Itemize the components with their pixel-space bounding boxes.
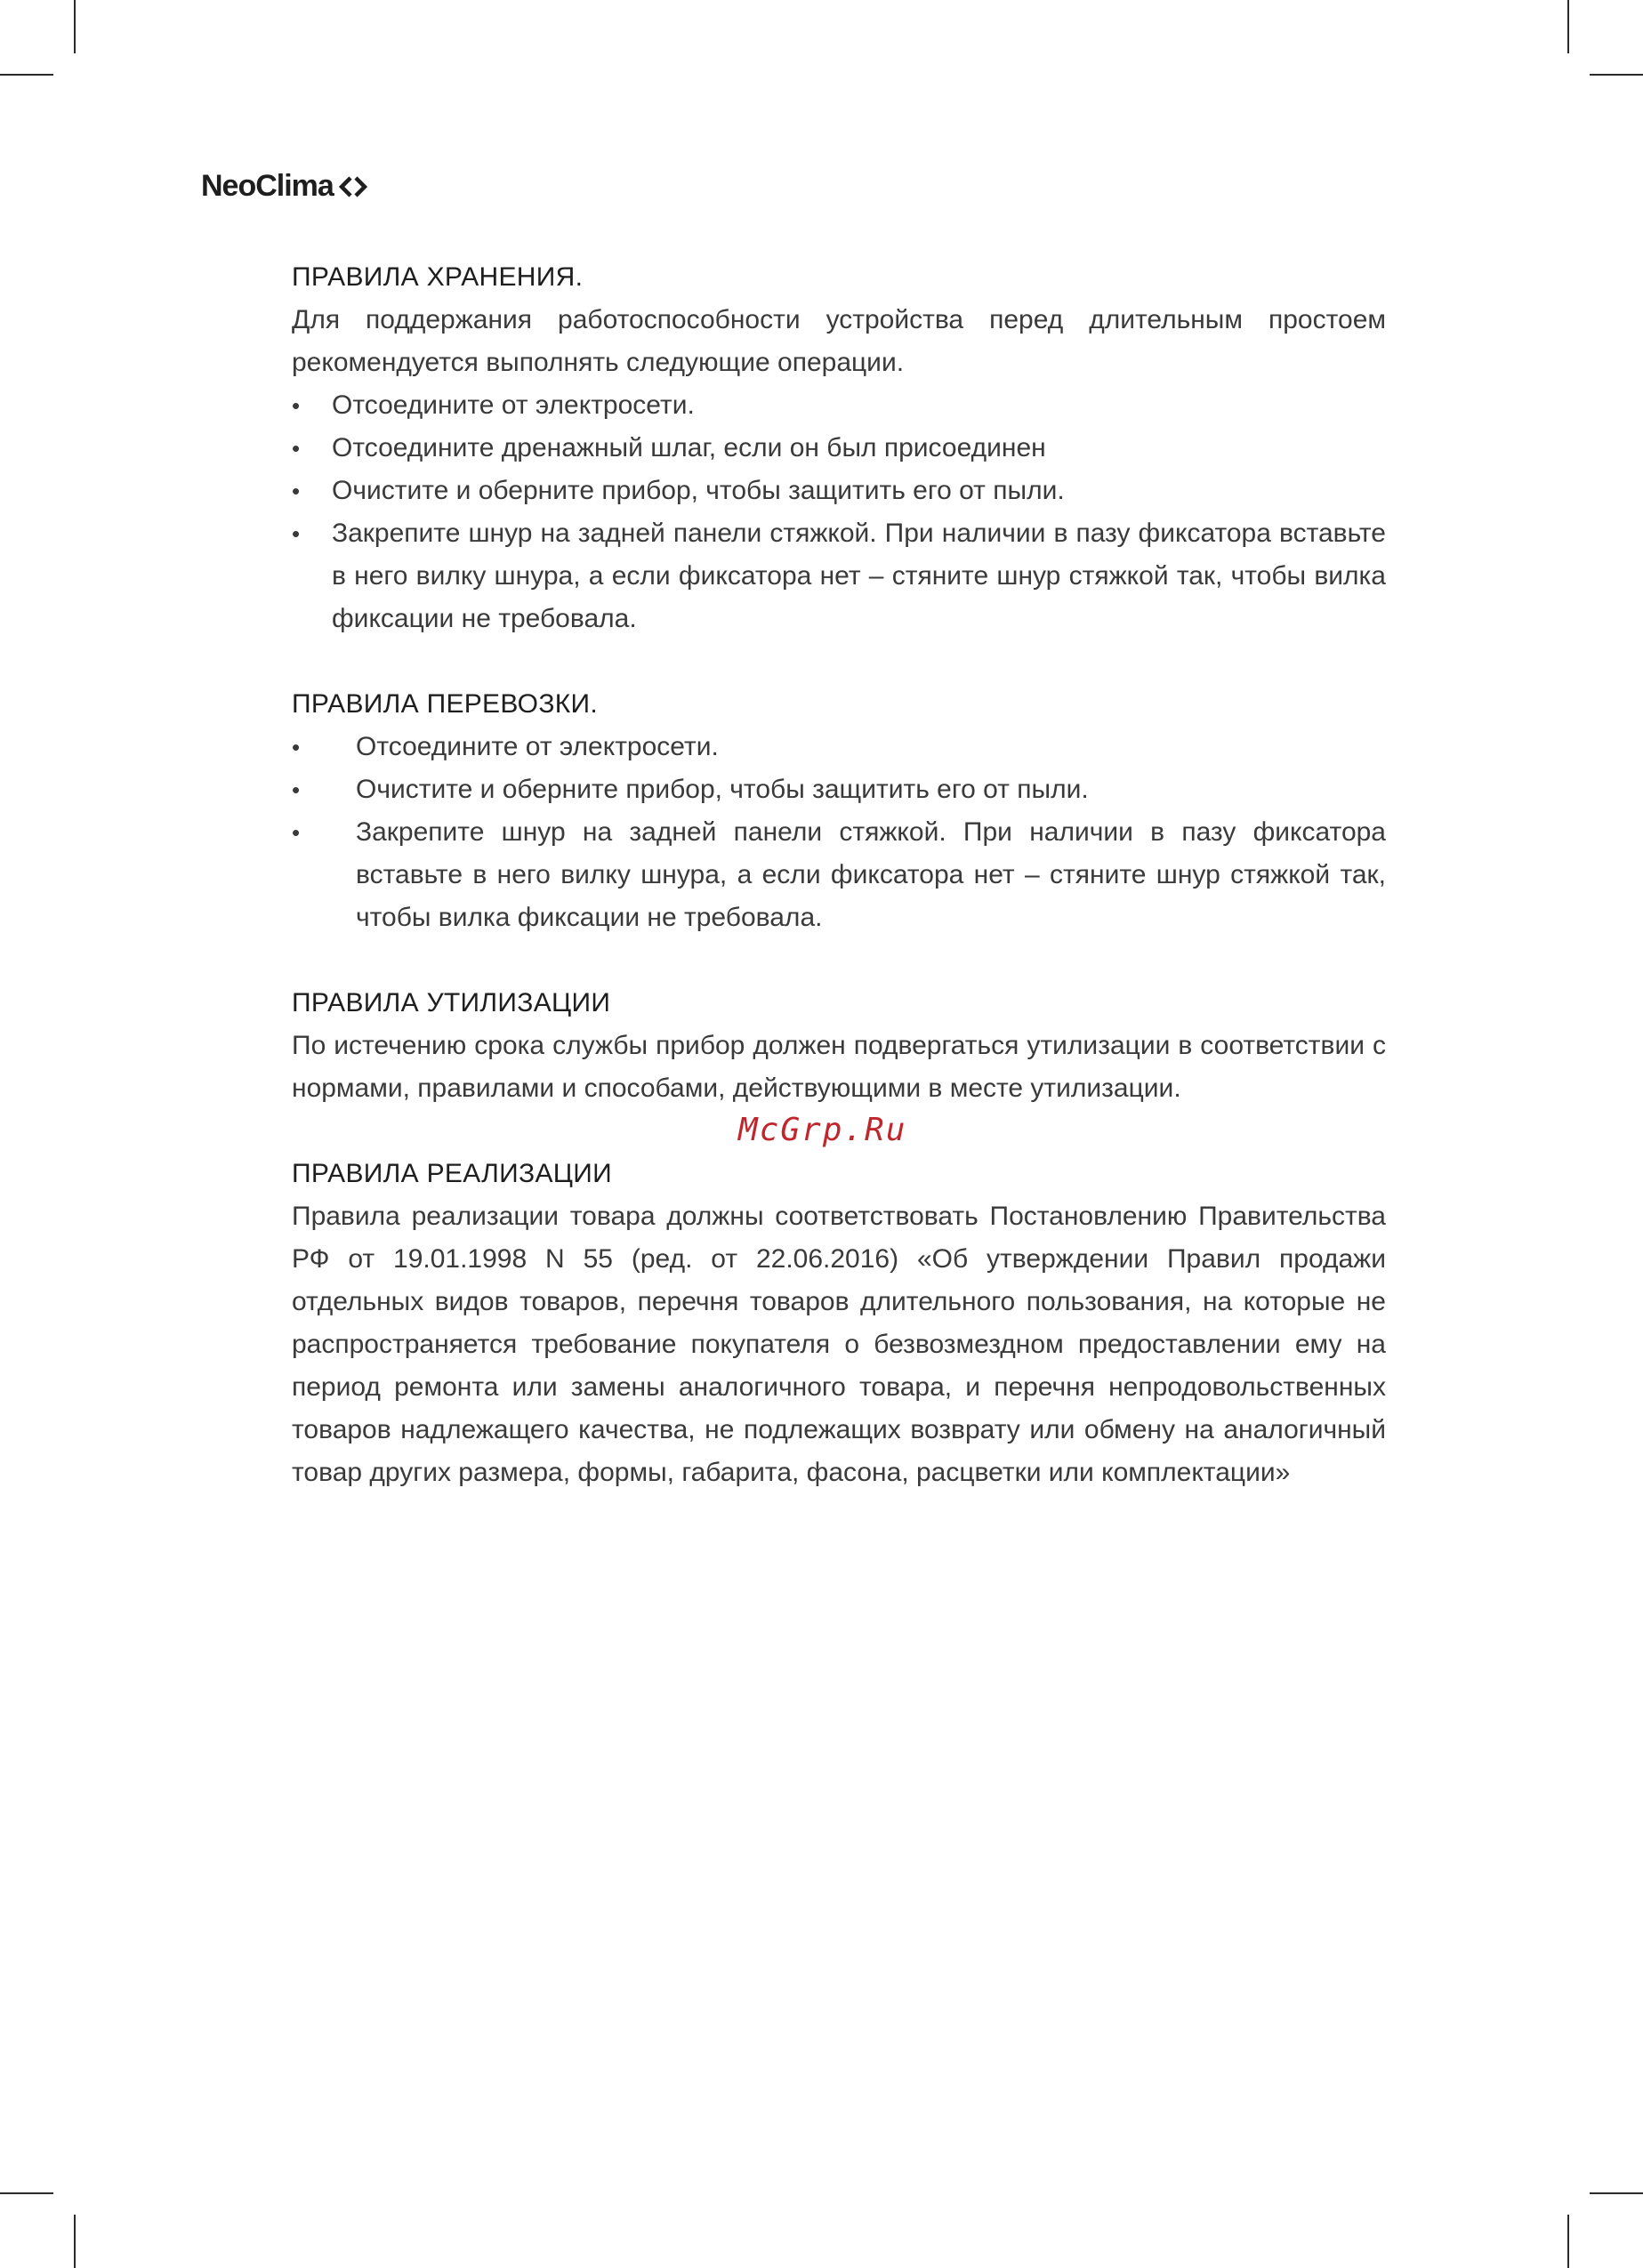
transport-list (292, 726, 1386, 939)
list-item: • Очистите и оберните прибор, чтобы защитить его от пыли. (292, 768, 1386, 811)
disposal-section (292, 982, 1386, 1110)
list-item: • Очистите и оберните прибор, чтобы защитить его от пыли. (292, 470, 1386, 512)
list-item: • Закрепите шнур на задней панели стяжкой. При наличии в пазу фиксатора вставьте в него вилку шнура, а если фиксатора нет – стяните шнур стяжкой так, чтобы вилка фиксации не требовала. (292, 512, 1386, 640)
brand-logo (201, 169, 367, 204)
bullet-icon: • (292, 734, 301, 760)
storage-section (292, 256, 1386, 640)
crop-mark (1567, 2215, 1569, 2268)
crop-mark (1590, 2192, 1643, 2194)
transport-heading: ПРАВИЛА ПЕРЕВОЗКИ. (292, 689, 599, 719)
storage-list (292, 384, 1386, 640)
bullet-icon: • (292, 435, 301, 462)
list-item: • Отсоедините от электросети. (292, 726, 1386, 768)
sales-section (292, 1153, 1386, 1494)
bullet-icon: • (292, 819, 301, 846)
disposal-heading: ПРАВИЛА УТИЛИЗАЦИИ (292, 988, 611, 1017)
list-item: • Закрепите шнур на задней панели стяжкой. При наличии в пазу фиксатора вставьте в него вилку шнура, а если фиксатора нет – стяните шнур стяжкой так, чтобы вилка фиксации не требовала. (292, 811, 1386, 939)
crop-mark (1590, 74, 1643, 76)
crop-mark (1567, 0, 1569, 53)
watermark: McGrp.Ru (738, 1112, 907, 1148)
crop-mark (74, 2215, 76, 2268)
disposal-text: По истечению срока службы прибор должен подвергаться утилизации в соответствии с нормами, правилами и способами, действующими в месте утилизации. (292, 1031, 1386, 1103)
storage-intro: Для поддержания работоспособности устройства перед длительным простоем рекомендуется выполнять следующие операции. (292, 305, 1386, 377)
list-item: • Отсоедините от электросети. (292, 384, 1386, 427)
bullet-icon: • (292, 478, 301, 504)
brand-name: NeoClima (201, 169, 334, 203)
crop-mark (0, 74, 53, 76)
diamond-arrows-icon (339, 173, 367, 201)
bullet-icon: • (292, 392, 301, 419)
sales-text: Правила реализации товара должны соответствовать Постановлению Правительства РФ от 19.01.1998 N 55 (ред. от 22.06.2016) «Об утверждении Правил продажи отдельных видов товаров, перечня товаров длительного пользования, на которые не распространяется требование покупателя о безвозмездном предоставлении ему на период ремонта или замены аналогичного товара, и перечня непродовольственных товаров надлежащего качества, не подлежащих возврату или обмену на аналогичный товар других размера, формы, габарита, фасона, расцветки или комплектации» (292, 1202, 1386, 1487)
document-body (292, 256, 1386, 1494)
bullet-icon: • (292, 776, 301, 803)
list-item: • Отсоедините дренажный шлаг, если он был присоединен (292, 427, 1386, 470)
sales-heading: ПРАВИЛА РЕАЛИЗАЦИИ (292, 1159, 612, 1188)
crop-mark (0, 2192, 53, 2194)
bullet-icon: • (292, 520, 301, 547)
crop-mark (74, 0, 76, 53)
transport-section (292, 683, 1386, 939)
storage-heading: ПРАВИЛА ХРАНЕНИЯ. (292, 262, 584, 292)
